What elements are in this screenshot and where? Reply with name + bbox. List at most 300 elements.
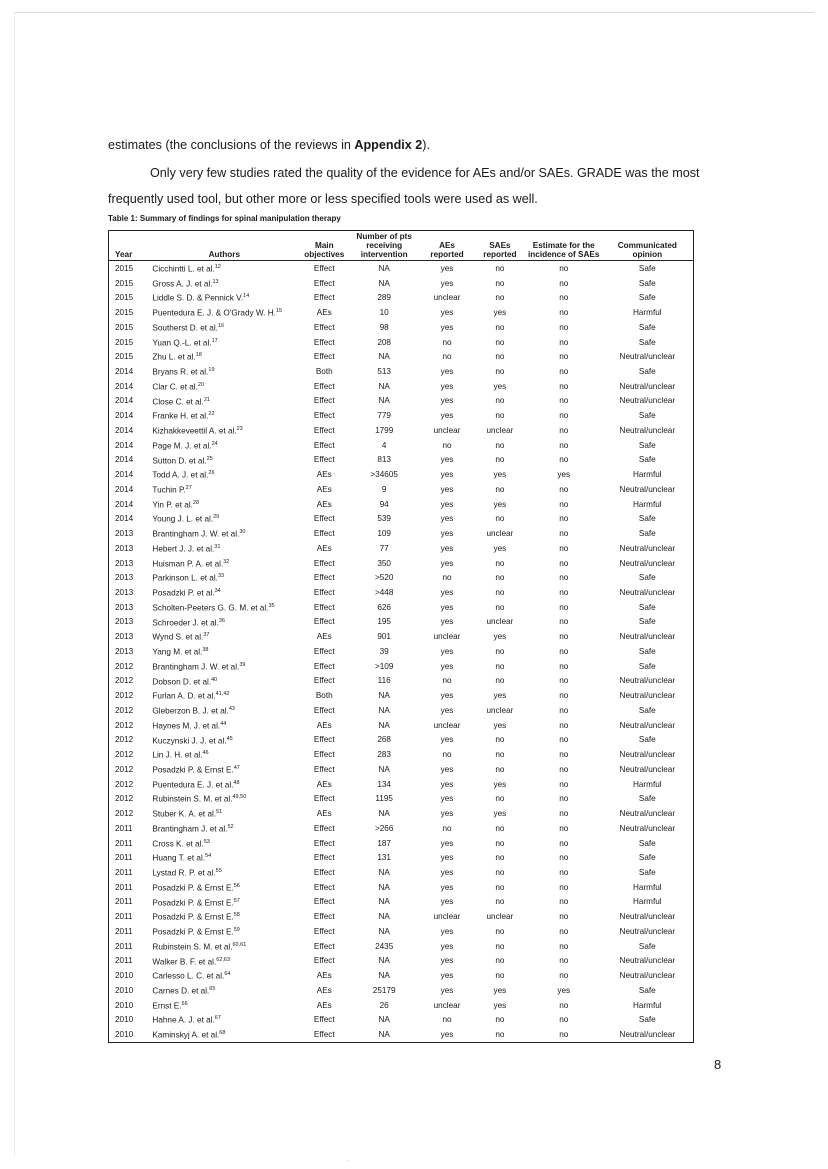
cell-author: [148, 320, 300, 335]
cell-objective: AEs: [316, 484, 332, 494]
cell-year: 2010: [115, 1000, 134, 1010]
reference-number: 27: [185, 485, 192, 492]
cell-aes: yes: [440, 588, 454, 598]
cell-objective: AEs: [316, 470, 332, 480]
cell-year: 2012: [115, 750, 134, 760]
cell-pts: 813: [377, 455, 391, 465]
cell-aes: yes: [440, 529, 454, 539]
cell-year: 2013: [115, 646, 134, 656]
cell-year: 2010: [115, 1015, 134, 1025]
cell-year: 2011: [115, 823, 133, 833]
reference-number: 34: [214, 588, 221, 595]
cell-pts: NA: [378, 1030, 390, 1040]
reference-number: 64: [224, 971, 231, 978]
reference-number: 53: [203, 838, 210, 845]
cell-pts: 25179: [372, 985, 396, 995]
reference-number: 29: [213, 514, 220, 521]
cell-opinion: Neutral/unclear: [619, 691, 676, 701]
table-row: [109, 895, 694, 910]
table-row: [109, 556, 694, 571]
cell-author: [148, 349, 300, 364]
table-row: [109, 998, 694, 1013]
cell-author: [148, 570, 300, 585]
reference-number: 58: [233, 912, 240, 919]
cell-year: 2015: [115, 352, 134, 362]
cell-author: [148, 438, 300, 453]
cell-estimate: no: [559, 367, 569, 376]
author-name: Rubinstein S. M. et al.: [152, 942, 233, 952]
cell-estimate: no: [559, 882, 569, 892]
cell-saes: unclear: [486, 705, 514, 715]
cell-pts: 779: [377, 411, 391, 421]
cell-pts: NA: [378, 912, 390, 922]
cell-saes: yes: [493, 381, 507, 391]
reference-number: 25: [206, 455, 213, 462]
cell-saes: no: [495, 926, 505, 936]
reference-number: 20: [197, 381, 205, 388]
table-row: [109, 777, 694, 792]
cell-year: 2014: [115, 411, 134, 421]
author-name: Puentedura E. J. & O'Grady W. H.: [152, 308, 276, 318]
cell-estimate: no: [559, 455, 569, 465]
author-name: Southerst D. et al.: [152, 323, 218, 333]
cell-year: 2014: [115, 455, 134, 465]
cell-estimate: no: [559, 322, 569, 332]
reference-number: 33: [217, 573, 225, 580]
cell-objective: AEs: [316, 1000, 332, 1010]
para2-text: Only very few studies rated the quality of the evidence for AEs and/or SAEs. GRADE was the most frequently used tool, but other more or less specified tools were used as well.: [108, 166, 700, 206]
table-row: [109, 983, 694, 998]
cell-author: [148, 600, 300, 615]
author-name: Carlesso L. C. et al.: [152, 971, 225, 981]
cell-opinion: Neutral/unclear: [619, 543, 676, 553]
cell-pts: NA: [378, 720, 390, 730]
cell-objective: Effect: [313, 617, 335, 627]
author-name: Rubinstein S. M. et al.: [152, 795, 233, 805]
cell-objective: Effect: [313, 823, 335, 833]
cell-objective: Effect: [313, 352, 335, 362]
cell-pts: NA: [378, 1015, 390, 1025]
cell-pts: NA: [378, 691, 390, 701]
cell-opinion: Safe: [638, 661, 656, 671]
para1-suffix: ).: [422, 138, 430, 152]
cell-author: [148, 276, 300, 291]
table-caption: [108, 214, 341, 223]
cell-estimate: no: [559, 661, 569, 671]
cell-pts: >266: [374, 823, 394, 833]
cell-pts: 513: [377, 367, 391, 376]
author-name: Carnes D. et al.: [152, 986, 210, 996]
cell-estimate: no: [559, 529, 569, 539]
cell-estimate: no: [559, 558, 569, 568]
cell-saes: no: [495, 971, 505, 981]
cell-author: [148, 615, 300, 630]
reference-number: 68: [219, 1030, 226, 1037]
cell-aes: unclear: [433, 720, 461, 730]
table-header-row: [109, 231, 694, 261]
table-row: [109, 276, 694, 291]
cell-pts: 134: [377, 779, 391, 789]
cell-estimate: no: [559, 440, 569, 450]
cell-aes: yes: [440, 838, 454, 848]
cell-author: [148, 703, 300, 718]
cell-saes: yes: [493, 691, 507, 701]
table-row: [109, 541, 694, 556]
header-saes: SAEs reported: [474, 231, 526, 261]
cell-estimate: no: [559, 676, 569, 686]
cell-author: [148, 688, 300, 703]
cell-opinion: Neutral/unclear: [619, 381, 676, 391]
cell-aes: yes: [440, 779, 454, 789]
cell-year: 2015: [115, 293, 134, 303]
cell-author: [148, 379, 300, 394]
cell-author: [148, 482, 300, 497]
reference-number: 55: [215, 868, 222, 875]
table-row: [109, 806, 694, 821]
cell-saes: yes: [493, 809, 507, 819]
cell-saes: yes: [493, 985, 507, 995]
cell-pts: 289: [377, 293, 391, 303]
reference-number: 19: [208, 367, 215, 374]
cell-estimate: no: [559, 735, 569, 745]
cell-aes: yes: [440, 956, 454, 966]
header-estimate: Estimate for the incidence of SAEs: [526, 231, 602, 261]
cell-year: 2011: [115, 867, 133, 877]
cell-author: [148, 511, 300, 526]
cell-opinion: Neutral/unclear: [619, 632, 676, 642]
cell-aes: no: [442, 440, 452, 450]
cell-estimate: no: [559, 308, 569, 318]
cell-estimate: no: [559, 514, 569, 524]
cell-pts: 39: [379, 646, 389, 656]
cell-opinion: Safe: [638, 853, 656, 863]
cell-year: 2015: [115, 337, 134, 347]
cell-saes: no: [495, 367, 505, 376]
cell-opinion: Neutral/unclear: [619, 558, 676, 568]
table-row: [109, 482, 694, 497]
author-name: Kaminskyj A. et al.: [152, 1030, 220, 1040]
table-row: [109, 924, 694, 939]
cell-author: [148, 733, 300, 748]
cell-pts: 283: [377, 750, 391, 760]
cell-year: 2010: [115, 971, 134, 981]
cell-year: 2014: [115, 470, 134, 480]
cell-estimate: no: [559, 853, 569, 863]
cell-objective: Effect: [313, 912, 335, 922]
author-name: Page M. J. et al.: [152, 441, 212, 451]
reference-number: 13: [212, 278, 219, 285]
cell-aes: unclear: [433, 912, 461, 922]
cell-pts: NA: [378, 705, 390, 715]
table-row: [109, 423, 694, 438]
reference-number: 59: [233, 927, 240, 934]
cell-estimate: no: [559, 411, 569, 421]
cell-opinion: Neutral/unclear: [619, 588, 676, 598]
cell-pts: NA: [378, 926, 390, 936]
table-row: [109, 733, 694, 748]
cell-estimate: no: [559, 396, 569, 406]
cell-estimate: no: [559, 381, 569, 391]
cell-pts: NA: [378, 809, 390, 819]
author-name: Tuchin P.: [152, 485, 186, 495]
cell-author: [148, 747, 300, 762]
cell-estimate: no: [559, 632, 569, 642]
cell-estimate: no: [559, 573, 569, 583]
cell-aes: yes: [440, 470, 454, 480]
cell-aes: yes: [440, 602, 454, 612]
cell-objective: Effect: [313, 794, 335, 804]
author-name: Hahne A. J. et al.: [152, 1016, 215, 1026]
reference-number: 37: [203, 632, 210, 639]
cell-objective: Effect: [313, 425, 335, 435]
cell-saes: no: [495, 337, 505, 347]
cell-objective: Effect: [313, 705, 335, 715]
cell-author: [148, 836, 300, 851]
cell-opinion: Safe: [638, 455, 656, 465]
cell-objective: Effect: [313, 455, 335, 465]
reference-number: 44: [220, 720, 227, 727]
cell-pts: NA: [378, 956, 390, 966]
cell-saes: yes: [493, 470, 507, 480]
cell-pts: 195: [377, 617, 391, 627]
cell-aes: yes: [440, 381, 454, 391]
cell-saes: no: [495, 823, 505, 833]
cell-aes: yes: [440, 1030, 454, 1040]
reference-number: 52: [227, 823, 234, 830]
cell-saes: no: [495, 897, 505, 907]
cell-saes: no: [495, 396, 505, 406]
cell-author: [148, 526, 300, 541]
author-name: Parkinson L. et al.: [152, 574, 218, 584]
cell-author: [148, 865, 300, 880]
cell-aes: yes: [440, 646, 454, 656]
cell-year: 2014: [115, 425, 134, 435]
cell-saes: no: [495, 602, 505, 612]
cell-objective: Effect: [313, 293, 335, 303]
cell-estimate: no: [559, 484, 569, 494]
author-name: Lin J. H. et al.: [152, 750, 203, 760]
table-row: [109, 836, 694, 851]
table-row: [109, 644, 694, 659]
table-row: [109, 1027, 694, 1042]
page-left-edge: [14, 12, 15, 1157]
cell-aes: yes: [440, 558, 454, 568]
cell-saes: yes: [493, 543, 507, 553]
cell-pts: 187: [377, 838, 391, 848]
cell-author: [148, 659, 300, 674]
cell-estimate: no: [559, 278, 569, 288]
cell-estimate: no: [559, 926, 569, 936]
cell-year: 2011: [115, 853, 133, 863]
author-name: Posadzki P. & Ernst E.: [152, 927, 234, 937]
cell-aes: no: [442, 1015, 452, 1025]
cell-objective: AEs: [316, 779, 332, 789]
cell-opinion: Harmful: [632, 308, 662, 318]
cell-author: [148, 423, 300, 438]
cell-estimate: no: [559, 750, 569, 760]
cell-aes: no: [442, 337, 452, 347]
cell-year: 2013: [115, 617, 134, 627]
cell-estimate: no: [559, 794, 569, 804]
cell-saes: unclear: [486, 529, 514, 539]
reference-number: 67: [214, 1015, 221, 1022]
cell-year: 2014: [115, 396, 134, 406]
cell-pts: 26: [379, 1000, 389, 1010]
cell-estimate: no: [559, 705, 569, 715]
cell-opinion: Neutral/unclear: [619, 956, 676, 966]
cell-objective: Effect: [313, 411, 335, 421]
reference-number: 45: [226, 735, 233, 742]
cell-opinion: Safe: [638, 617, 656, 627]
reference-number: 43: [228, 706, 235, 713]
table-row: [109, 570, 694, 585]
author-name: Dobson D. et al.: [152, 677, 212, 687]
cell-saes: unclear: [486, 617, 514, 627]
cell-opinion: Harmful: [632, 897, 662, 907]
cell-year: 2013: [115, 529, 134, 539]
cell-year: 2011: [115, 912, 133, 922]
cell-estimate: no: [559, 912, 569, 922]
table-row: [109, 791, 694, 806]
reference-number: 15: [275, 308, 283, 315]
reference-number: 65: [209, 985, 216, 992]
cell-author: [148, 290, 300, 305]
table-row: [109, 703, 694, 718]
cell-pts: >520: [374, 573, 394, 583]
table-row: [109, 954, 694, 969]
cell-saes: no: [495, 882, 505, 892]
reference-number: 51: [216, 809, 223, 816]
cell-opinion: Neutral/unclear: [619, 926, 676, 936]
cell-objective: AEs: [316, 985, 332, 995]
cell-estimate: yes: [557, 470, 571, 480]
cell-pts: 131: [377, 853, 391, 863]
cell-aes: yes: [440, 691, 454, 701]
cell-author: [148, 305, 300, 320]
cell-opinion: Harmful: [632, 470, 662, 480]
cell-author: [148, 880, 300, 895]
cell-opinion: Safe: [638, 941, 656, 951]
cell-pts: NA: [378, 352, 390, 362]
cell-saes: yes: [493, 1000, 507, 1010]
cell-objective: Effect: [313, 514, 335, 524]
cell-opinion: Neutral/unclear: [619, 823, 676, 833]
author-name: Scholten-Peeters G. G. M. et al.: [152, 603, 269, 613]
author-name: Walker B. F. et al.: [152, 957, 217, 967]
table-row: [109, 615, 694, 630]
cell-objective: Effect: [313, 838, 335, 848]
cell-aes: no: [442, 573, 452, 583]
cell-opinion: Neutral/unclear: [619, 425, 676, 435]
cell-author: [148, 629, 300, 644]
cell-saes: no: [495, 1030, 505, 1040]
cell-saes: no: [495, 514, 505, 524]
cell-pts: >448: [374, 588, 394, 598]
cell-opinion: Neutral/unclear: [619, 750, 676, 760]
cell-objective: Effect: [313, 941, 335, 951]
table-row: [109, 865, 694, 880]
cell-author: [148, 791, 300, 806]
cell-aes: unclear: [433, 293, 461, 303]
cell-pts: NA: [378, 396, 390, 406]
cell-objective: Effect: [313, 750, 335, 760]
cell-saes: no: [495, 853, 505, 863]
cell-estimate: no: [559, 1000, 569, 1010]
cell-aes: yes: [440, 322, 454, 332]
cell-aes: yes: [440, 455, 454, 465]
cell-author: [148, 467, 300, 482]
author-name: Schroeder J. et al.: [152, 618, 219, 628]
cell-estimate: no: [559, 543, 569, 553]
author-name: Brantingham J. W. et al.: [152, 529, 240, 539]
cell-saes: no: [495, 558, 505, 568]
cell-author: [148, 408, 300, 423]
cell-opinion: Safe: [638, 322, 656, 332]
reference-number: 31: [214, 543, 221, 550]
cell-pts: NA: [378, 867, 390, 877]
header-opinion: Communicated opinion: [602, 231, 694, 261]
reference-number: 35: [268, 602, 275, 609]
author-name: Franke H. et al.: [152, 412, 209, 422]
reference-number: 36: [218, 617, 225, 624]
cell-pts: 94: [379, 499, 389, 509]
cell-pts: NA: [378, 263, 390, 273]
cell-opinion: Safe: [638, 794, 656, 804]
reference-number: 48: [233, 779, 240, 786]
cell-estimate: no: [559, 956, 569, 966]
cell-estimate: no: [559, 971, 569, 981]
cell-opinion: Safe: [638, 367, 656, 376]
cell-objective: Effect: [313, 764, 335, 774]
cell-estimate: no: [559, 691, 569, 701]
cell-opinion: Safe: [638, 293, 656, 303]
table-row: [109, 850, 694, 865]
author-name: Cross K. et al.: [152, 839, 204, 849]
reference-number: 30: [239, 529, 246, 536]
cell-author: [148, 261, 300, 276]
caption-label: Table 1:: [108, 214, 138, 223]
cell-opinion: Safe: [638, 411, 656, 421]
author-name: Stuber K. A. et al.: [152, 809, 217, 819]
cell-saes: no: [495, 794, 505, 804]
reference-number: 66: [181, 1000, 188, 1007]
reference-number: 40: [211, 676, 218, 683]
header-objectives: Main objectives: [300, 231, 348, 261]
cell-opinion: Neutral/unclear: [619, 971, 676, 981]
cell-estimate: no: [559, 337, 569, 347]
cell-saes: no: [495, 588, 505, 598]
cell-year: 2013: [115, 602, 134, 612]
cell-author: [148, 394, 300, 409]
cell-saes: no: [495, 735, 505, 745]
author-name: Huisman P. A. et al.: [152, 559, 224, 569]
table-row: [109, 438, 694, 453]
cell-aes: unclear: [433, 632, 461, 642]
reference-number: 16: [217, 322, 225, 329]
reference-number: 39: [239, 661, 246, 668]
cell-author: [148, 777, 300, 792]
cell-objective: AEs: [316, 809, 332, 819]
cell-pts: 1799: [375, 425, 394, 435]
reference-number: 17: [211, 337, 218, 344]
cell-year: 2013: [115, 632, 134, 642]
cell-year: 2012: [115, 691, 134, 701]
cell-saes: yes: [493, 499, 507, 509]
cell-author: [148, 644, 300, 659]
cell-opinion: Safe: [638, 529, 656, 539]
cell-aes: yes: [440, 484, 454, 494]
cell-year: 2012: [115, 676, 134, 686]
